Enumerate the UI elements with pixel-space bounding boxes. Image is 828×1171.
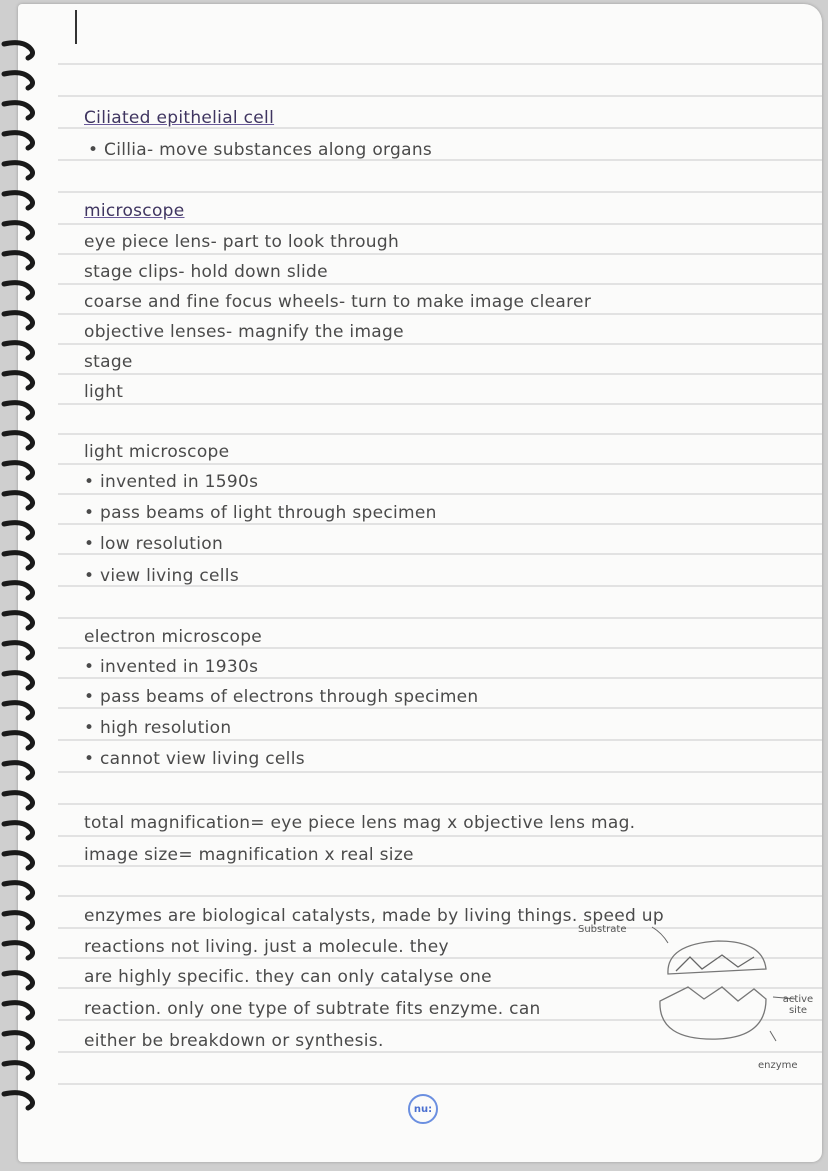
- enzymes-text: either be breakdown or synthesis.: [84, 1031, 384, 1051]
- enzymes-text: enzymes are biological catalysts, made by living things. speed up: [84, 906, 664, 926]
- microscope-part: stage clips- hold down slide: [84, 262, 328, 282]
- enzymes-text: reactions not living. just a molecule. they: [84, 937, 449, 957]
- electron-microscope-point: • cannot view living cells: [84, 749, 305, 769]
- microscope-part: stage: [84, 352, 133, 372]
- spiral-binding: [0, 0, 60, 1171]
- notebook-page: [18, 4, 822, 1162]
- active-site-label: active site: [782, 994, 814, 1016]
- formula-magnification: total magnification= eye piece lens mag x objective lens mag.: [84, 813, 636, 833]
- electron-microscope-point: • pass beams of electrons through specimen: [84, 687, 479, 707]
- microscope-part: objective lenses- magnify the image: [84, 322, 404, 342]
- microscope-part: coarse and fine focus wheels- turn to make image clearer: [84, 292, 592, 312]
- formula-image-size: image size= magnification x real size: [84, 845, 414, 865]
- cell-heading: Ciliated epithelial cell: [84, 108, 275, 128]
- microscope-part: light: [84, 382, 124, 402]
- light-microscope-heading: light microscope: [84, 442, 230, 462]
- microscope-heading: microscope: [84, 201, 185, 221]
- cell-point: • Cillia- move substances along organs: [88, 140, 433, 160]
- electron-microscope-point: • high resolution: [84, 718, 232, 738]
- electron-microscope-point: • invented in 1930s: [84, 657, 259, 677]
- substrate-label: Substrate: [578, 924, 627, 935]
- electron-microscope-heading: electron microscope: [84, 627, 263, 647]
- enzymes-text: are highly specific. they can only catalyse one: [84, 967, 492, 987]
- microscope-part: eye piece lens- part to look through: [84, 232, 400, 252]
- nu-logo: nu:: [408, 1094, 438, 1124]
- light-microscope-point: • low resolution: [84, 534, 224, 554]
- light-microscope-point: • invented in 1590s: [84, 472, 259, 492]
- enzyme-diagram: [638, 919, 808, 1049]
- enzymes-text: reaction. only one type of subtrate fits enzyme. can: [84, 999, 541, 1019]
- enzyme-label: enzyme: [758, 1060, 798, 1071]
- light-microscope-point: • pass beams of light through specimen: [84, 503, 437, 523]
- light-microscope-point: • view living cells: [84, 566, 239, 586]
